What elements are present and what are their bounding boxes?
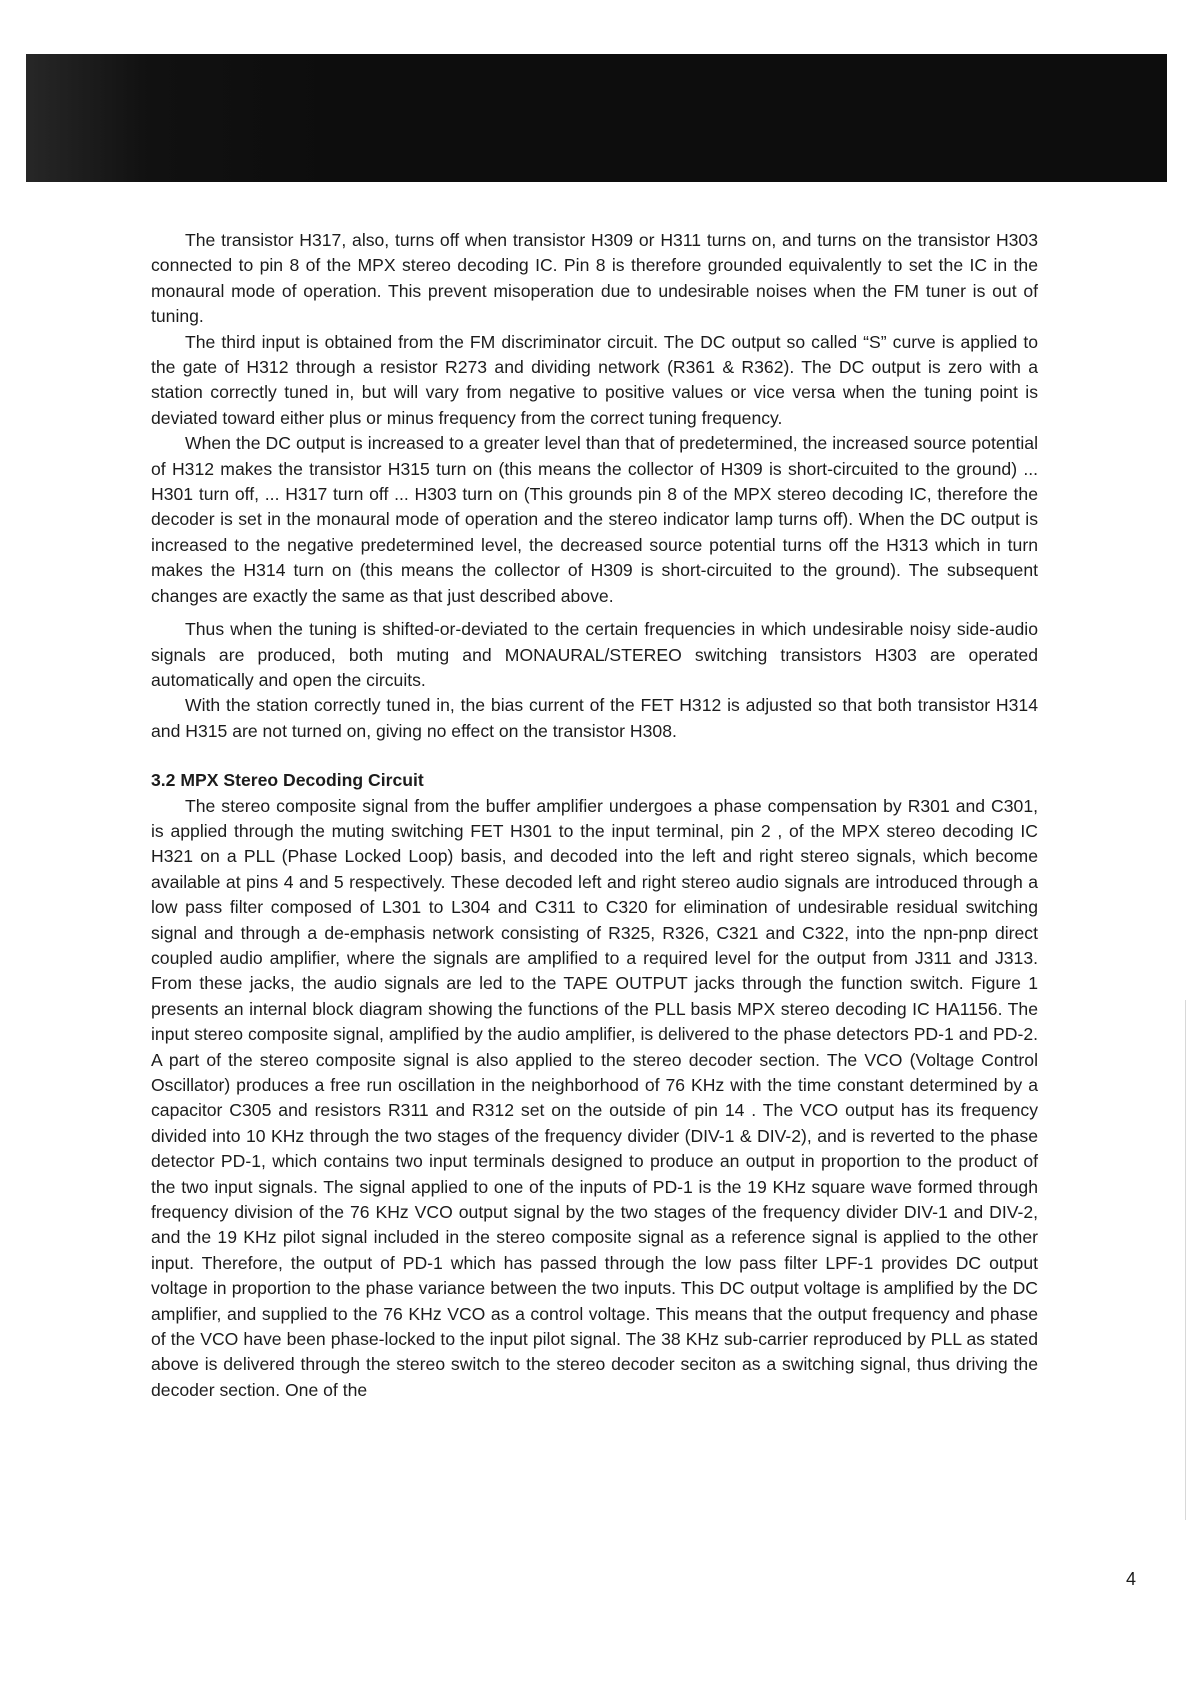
- paragraph-3: When the DC output is increased to a greater level than that of predetermined, the increased source potential of H312 makes the transistor H315 turn on (this means the collector of H309 is short-circuited to the ground) ... H301 turn off, ... H317 turn off ... H303 turn on (This grounds pin 8 of the MPX stereo decoding IC, therefore the decoder is set in the monaural mode of operation and the stereo indicator lamp turns off). When the DC output is increased to the negative predetermined level, the decreased source potential turns off the H313 which in turn makes the H314 turn on (this means the collector of H309 is short-circuited to the ground). The subsequent changes are exactly the same as that just described above.: [151, 433, 1038, 606]
- paragraph-2: The third input is obtained from the FM discriminator circuit. The DC output so called “S” curve is applied to the gate of H312 through a resistor R273 and dividing network (R361 & R362). The DC output is zero with a station correctly tuned in, but will vary from negative to positive values or vice versa when the tuning point is deviated toward either plus or minus frequency from the correct tuning frequency.: [151, 331, 1038, 428]
- scan-edge-line: [1185, 1000, 1186, 1520]
- section-heading: 3.2 MPX Stereo Decoding Circuit: [151, 770, 424, 791]
- section-paragraph: The stereo composite signal from the buffer amplifier undergoes a phase compensation by R301 and C301, is applied through the muting switching FET H301 to the input terminal, pin 2 , of the MPX stereo decoding IC H321 on a PLL (Phase Locked Loop) basis, and decoded into the left and right stereo signals, which become available at pins 4 and 5 respectively. These decoded left and right stereo audio signals are introduced through a low pass filter composed of L301 to L304 and C311 to C320 for elimination of undesirable residual switching signal and through a de-emphasis network consisting of R325, R326, C321 and C322, into the npn-pnp direct coupled audio amplifier, where the signals are amplified to a required level for the output from J311 and J313. From these jacks, the audio signals are led to the TAPE OUTPUT jacks through the function switch. Figure 1 presents an internal block diagram showing the functions of the PLL basis MPX stereo decoding IC HA1156. The input stereo composite signal, amplified by the audio amplifier, is delivered to the phase detectors PD-1 and PD-2. A part of the stereo composite signal is also applied to the stereo decoder section. The VCO (Voltage Control Oscillator) produces a free run oscillation in the neighborhood of 76 KHz with the time constant determined by a capacitor C305 and resistors R311 and R312 set on the outside of pin 14 . The VCO output has its frequency divided into 10 KHz through the two stages of the frequency divider (DIV-1 & DIV-2), and is reverted to the phase detector PD-1, which contains two input terminals designed to produce an output in proportion to the product of the two input signals. The signal applied to one of the inputs of PD-1 is the 19 KHz square wave formed through frequency division of the 76 KHz VCO output signal by the two stages of the frequency divider DIV-1 and DIV-2, and the 19 KHz pilot signal included in the stereo composite signal as a reference signal is applied to the other input. Therefore, the output of PD-1 which has passed through the low pass filter LPF-1 provides DC output voltage in proportion to the phase variance between the two inputs. This DC output voltage is amplified by the DC amplifier, and supplied to the 76 KHz VCO as a control voltage. This means that the output frequency and phase of the VCO have been phase-locked to the input pilot signal. The 38 KHz sub-carrier reproduced by PLL as stated above is delivered through the stereo switch to the stereo decoder seciton as a switching signal, thus driving the decoder section. One of the: [151, 795, 1038, 1400]
- header-band: [26, 54, 1167, 182]
- paragraph-4: Thus when the tuning is shifted-or-deviated to the certain frequencies in which undesirable noisy side-audio signals are produced, both muting and MONAURAL/STEREO switching transistors H303 are operated automatically and open the circuits.: [151, 619, 1038, 690]
- paragraph-5: With the station correctly tuned in, the bias current of the FET H312 is adjusted so that both transistor H314 and H315 are not turned on, giving no effect on the transistor H308.: [151, 695, 1038, 741]
- body-text: [151, 228, 1038, 1403]
- paragraph-1: The transistor H317, also, turns off when transistor H309 or H311 turns on, and turns on the transistor H303 connected to pin 8 of the MPX stereo decoding IC. Pin 8 is therefore grounded equivalently to set the IC in the monaural mode of operation. This prevent misoperation due to undesirable noises when the FM tuner is out of tuning.: [151, 230, 1038, 327]
- page-number: 4: [1126, 1569, 1137, 1589]
- header-texture: [26, 54, 326, 182]
